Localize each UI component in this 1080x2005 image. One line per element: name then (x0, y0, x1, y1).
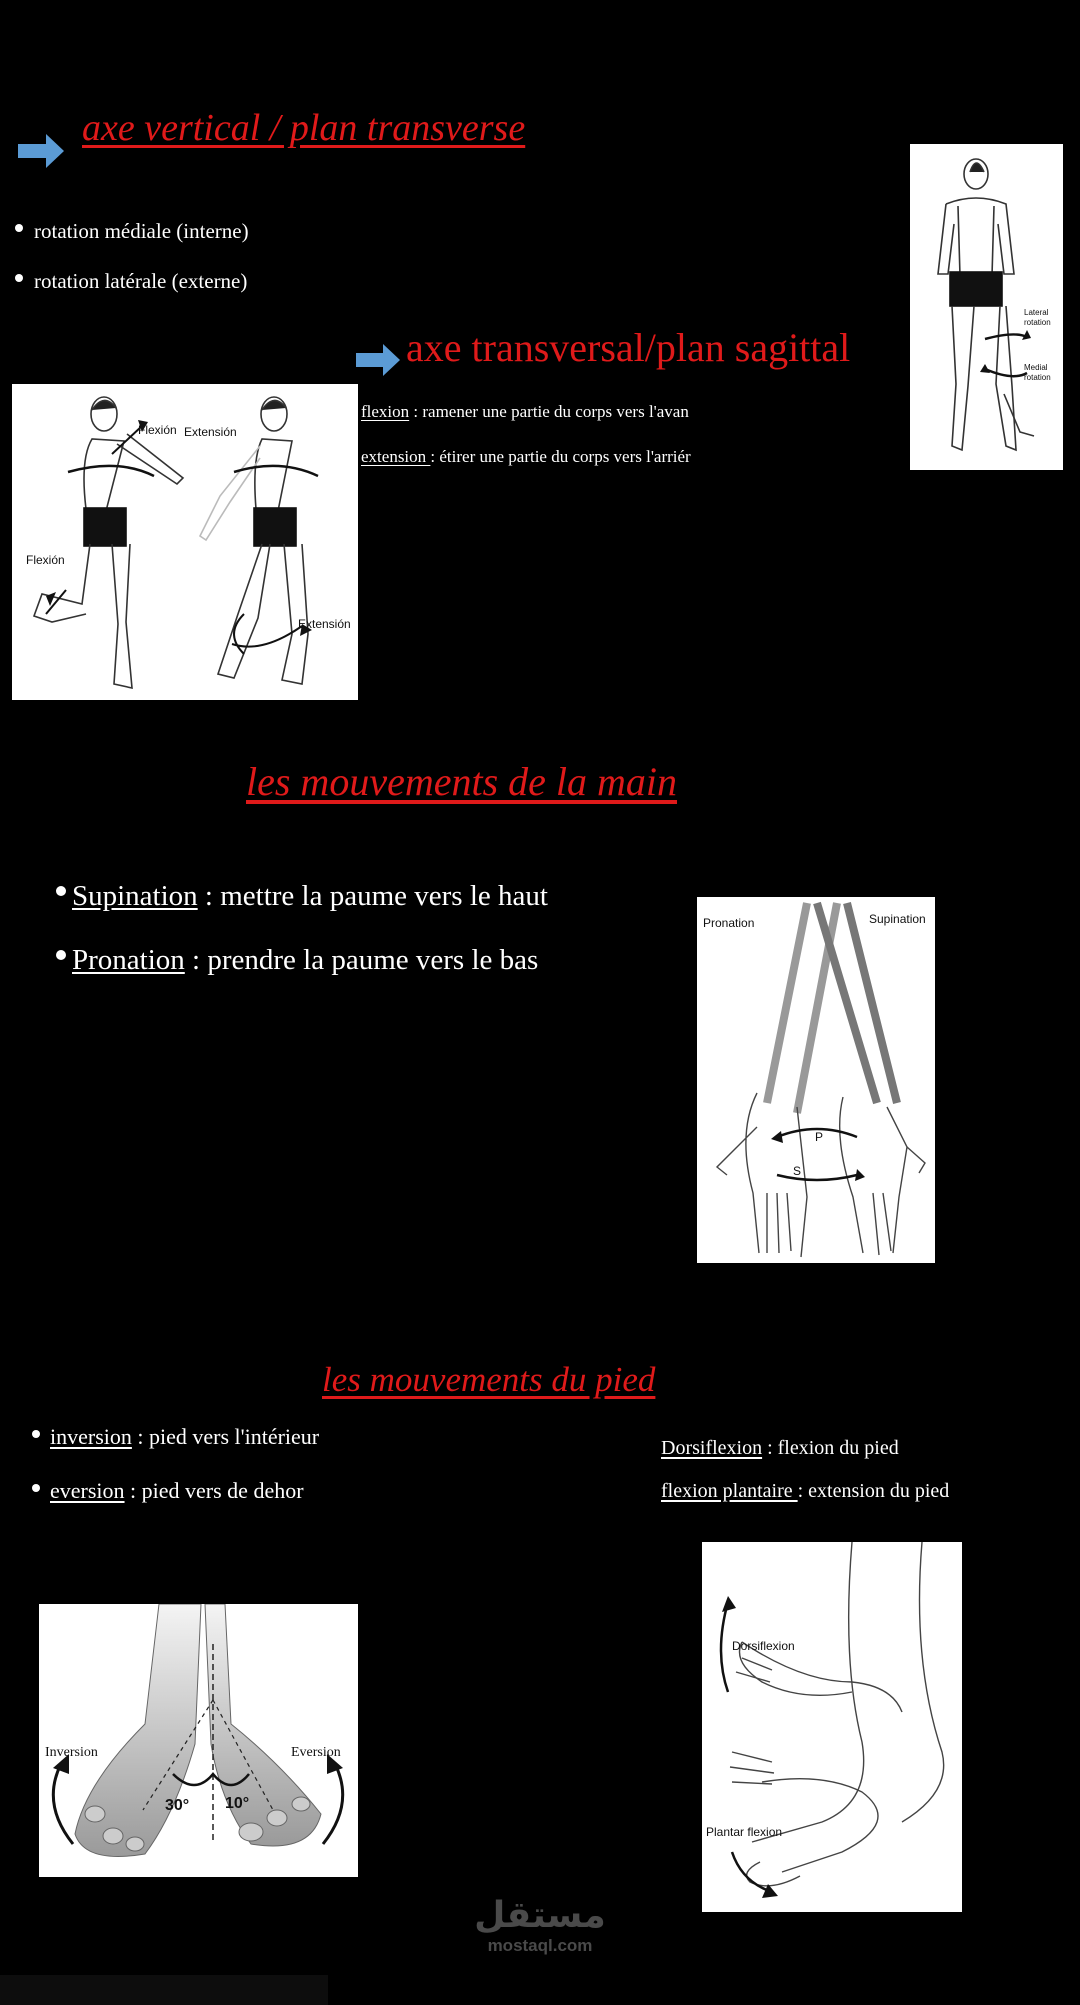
eversion-definition (50, 1478, 304, 1504)
supination-def: : mettre la paume vers le haut (197, 880, 548, 912)
bullet-dot (32, 1430, 40, 1438)
eversion-term: eversion (50, 1478, 125, 1503)
section4-title: les mouvements du pied (322, 1360, 656, 1399)
flexion-definition (361, 402, 689, 422)
dorsiflexion-label: Dorsiflexion (732, 1639, 795, 1653)
extension-label-2: Extensión (298, 617, 351, 631)
eversion-label: Eversion (291, 1745, 341, 1760)
pronation-label: Pronation (703, 916, 755, 930)
flexion-label-2: Flexión (26, 553, 65, 567)
right-arrow-icon (356, 344, 402, 376)
dorsiflexion-plantar-figure (702, 1542, 962, 1912)
extension-definition (361, 447, 691, 467)
dorsiflexion-definition (661, 1437, 899, 1460)
extension-label-1: Extensión (184, 425, 237, 439)
supination-definition (72, 880, 548, 913)
p-label: P (815, 1130, 824, 1144)
inversion-eversion-figure (39, 1604, 358, 1877)
hand-figure (697, 897, 935, 1263)
dorsiflexion-term: Dorsiflexion (661, 1437, 763, 1459)
inversion-definition (50, 1424, 319, 1450)
lateral-label-2: rotation (1024, 318, 1051, 327)
angle-30-label: 30° (165, 1797, 190, 1814)
supination-label: Supination (869, 912, 926, 926)
plantar-flexion-label: Plantar flexion (706, 1825, 783, 1839)
plantar-term: flexion plantaire (661, 1480, 798, 1502)
bullet-dot (56, 886, 66, 896)
bottom-dark-strip (0, 1975, 328, 2005)
angle-10-label: 10° (225, 1795, 250, 1812)
s-label: S (793, 1164, 802, 1178)
flexion-term: flexion (361, 402, 410, 421)
watermark-latin: mostaql.com (487, 1936, 593, 1955)
plantar-flexion-definition (661, 1480, 949, 1503)
bullet-rotation-mediale: rotation médiale (interne) (34, 219, 249, 243)
bullet-dot (15, 274, 23, 282)
watermark (470, 1895, 610, 1956)
inversion-label: Inversion (45, 1745, 98, 1760)
pronation-def: : prendre la paume vers le bas (184, 944, 539, 976)
flexion-def: : ramener une partie du corps vers l'avan (409, 402, 689, 421)
pronation-term: Pronation (72, 944, 185, 976)
flexion-label-1: Flexión (138, 423, 177, 437)
watermark-arabic: مستقل (474, 1895, 606, 1936)
section1-title: axe vertical / plan transverse (82, 107, 526, 149)
flexion-extension-figure (12, 384, 358, 700)
extension-def: : étirer une partie du corps vers l'arriér (430, 447, 691, 466)
dorsiflexion-def: : flexion du pied (762, 1437, 899, 1459)
section3-title: les mouvements de la main (246, 759, 678, 804)
lateral-label: Lateral (1024, 308, 1049, 317)
rotation-figure (910, 144, 1063, 470)
bullet-rotation-laterale: rotation latérale (externe) (34, 269, 248, 293)
plantar-def: : extension du pied (797, 1480, 950, 1502)
right-arrow-icon (18, 134, 66, 168)
inversion-term: inversion (50, 1424, 132, 1449)
bullet-dot (32, 1484, 40, 1492)
extension-term: extension (361, 447, 431, 466)
pronation-definition (72, 944, 538, 977)
medial-label-2: rotation (1024, 373, 1051, 382)
bullet-dot (15, 224, 23, 232)
bullet-dot (56, 950, 66, 960)
supination-term: Supination (72, 880, 198, 912)
inversion-def: : pied vers l'intérieur (131, 1424, 320, 1449)
medial-label: Medial (1024, 363, 1048, 372)
eversion-def: : pied vers de dehor (124, 1478, 304, 1503)
section2-title: axe transversal/plan sagittal (406, 325, 851, 370)
